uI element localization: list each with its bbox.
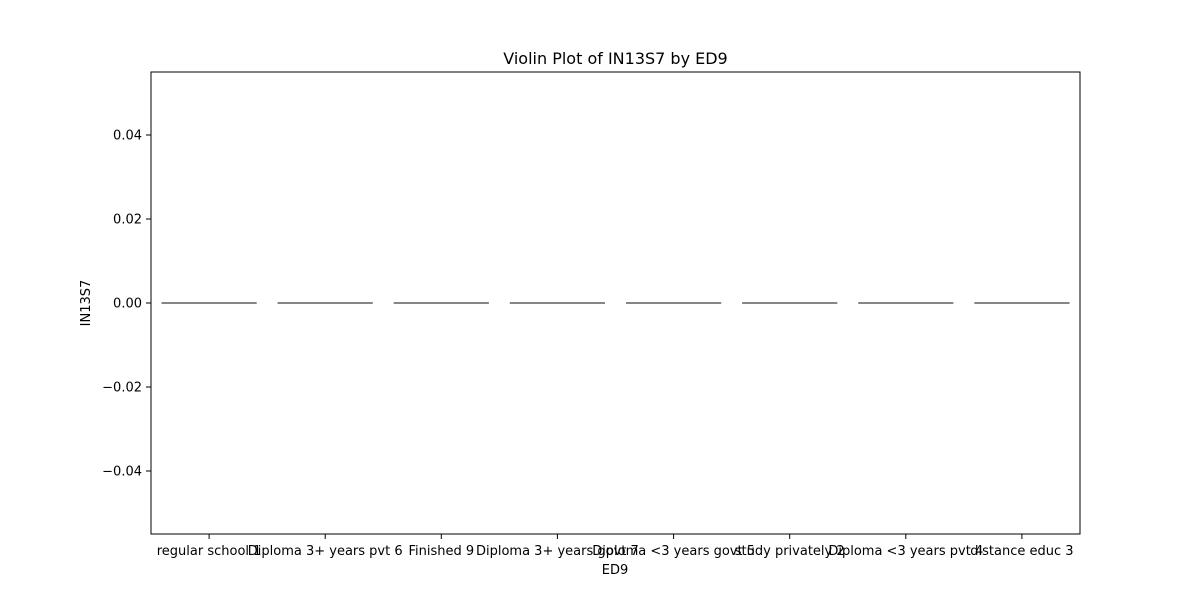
x-axis-title: ED9 <box>601 563 629 578</box>
x-tick-label: Diploma <3 years govt 5 <box>592 544 756 559</box>
y-axis-title: IN13S7 <box>79 279 94 327</box>
plot-area <box>102 72 1080 559</box>
x-tick-label: Diploma 3+ years govt 7 <box>475 544 639 559</box>
y-tick-label: −0.02 <box>102 380 142 396</box>
chart-title: Violin Plot of IN13S7 by ED9 <box>503 49 728 68</box>
x-tick-label: study privately 2 <box>734 544 845 559</box>
x-tick-label: Diploma 3+ years pvt 6 <box>247 544 403 559</box>
x-tick-label: Diploma <3 years pvt 4 <box>828 544 984 559</box>
y-tick-label: 0.00 <box>113 296 142 312</box>
y-tick-label: 0.04 <box>113 128 142 144</box>
y-tick-label: −0.04 <box>102 464 142 480</box>
y-tick-label: 0.02 <box>113 212 142 228</box>
x-tick-label: distance educ 3 <box>970 544 1074 559</box>
x-tick-label: Finished 9 <box>408 544 475 559</box>
x-tick-label: regular school 1 <box>156 544 262 559</box>
